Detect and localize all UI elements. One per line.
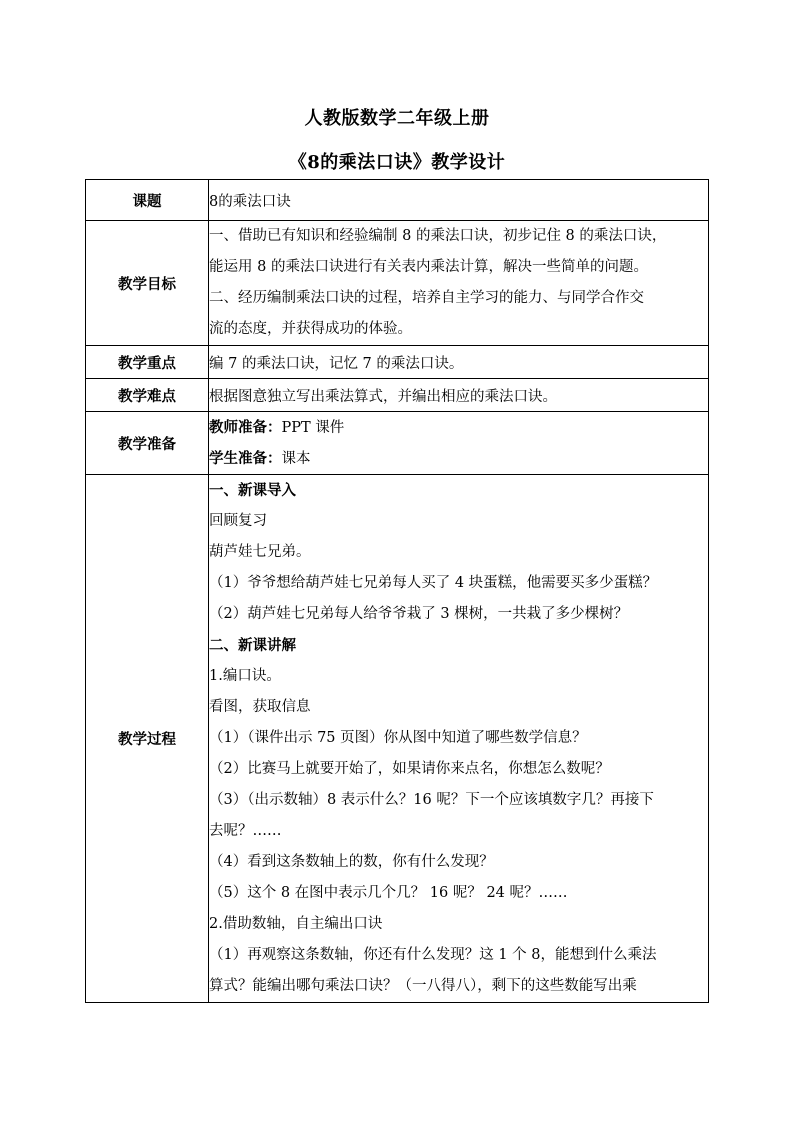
- process-line: 葫芦娃七兄弟。: [209, 544, 311, 560]
- process-line: 1.编口诀。: [209, 668, 281, 684]
- section-heading: 一、新课导入: [209, 482, 296, 499]
- student-prep-value: 课本: [281, 451, 311, 467]
- prep-label: 教学准备: [86, 412, 209, 475]
- section-heading: 二、新课讲解: [209, 637, 296, 654]
- goals-line: 二、经历编制乘法口诀的过程，培养自主学习的能力、与同学合作交: [209, 290, 644, 306]
- teacher-prep-value: PPT 课件: [281, 420, 345, 436]
- process-line: 2.借助数轴，自主编出口诀: [209, 916, 383, 932]
- process-line: （4）看到这条数轴上的数，你有什么发现？: [209, 854, 494, 870]
- process-line: （1）（课件出示 75 页图）你从图中知道了哪些数学信息？: [209, 730, 587, 746]
- process-line: 回顾复习: [209, 513, 267, 529]
- student-prep-label: 学生准备：: [209, 450, 282, 467]
- teacher-prep: [209, 412, 708, 443]
- process-line: （2）葫芦娃七兄弟每人给爷爷栽了 3 棵树，一共栽了多少棵树？: [209, 606, 629, 622]
- difficulty-value: 根据图意独立写出乘法算式，并编出相应的乘法口诀。: [209, 379, 709, 412]
- topic-label: 课题: [86, 180, 209, 221]
- process-line: （5）这个 8 在图中表示几个几？ 16 呢？ 24 呢？……: [209, 885, 568, 901]
- process-line: （1）再观察这条数轴，你还有什么发现？这 1 个 8，能想到什么乘法: [209, 947, 657, 963]
- process-label: 教学过程: [86, 475, 209, 1003]
- row-topic: [86, 180, 709, 221]
- process-content: [209, 475, 709, 1003]
- row-process: [86, 475, 709, 1003]
- difficulty-label: 教学难点: [86, 379, 209, 412]
- row-goals: [86, 221, 709, 346]
- row-focus: [86, 346, 709, 379]
- process-line: 看图，获取信息: [209, 699, 311, 715]
- student-prep: [209, 443, 708, 474]
- row-difficulty: [86, 379, 709, 412]
- lesson-plan-table: [85, 179, 709, 1003]
- teacher-prep-label: 教师准备：: [209, 419, 282, 436]
- process-line: （1）爷爷想给葫芦娃七兄弟每人买了 4 块蛋糕，他需要买多少蛋糕？: [209, 575, 658, 591]
- process-line: 算式？能编出哪句乘法口诀？（一八得八），剩下的这些数能写出乘: [209, 978, 637, 994]
- goals-line: 流的态度，并获得成功的体验。: [209, 321, 412, 337]
- goals-line: 一、借助已有知识和经验编制 8 的乘法口诀，初步记住 8 的乘法口诀，: [209, 228, 667, 244]
- process-line: （2）比赛马上就要开始了，如果请你来点名，你想怎么数呢？: [209, 761, 610, 777]
- topic-value: 8的乘法口诀: [209, 180, 709, 221]
- focus-value: 编 7 的乘法口诀，记忆 7 的乘法口诀。: [209, 346, 709, 379]
- focus-label: 教学重点: [86, 346, 209, 379]
- row-prep: [86, 412, 709, 475]
- document-title: 人教版数学二年级上册: [304, 108, 490, 129]
- process-line: （3）（出示数轴）8 表示什么？16 呢？下一个应该填数字几？再接下: [209, 792, 654, 808]
- process-line: 去呢？……: [209, 823, 282, 839]
- document-subtitle: 《8的乘法口诀》教学设计: [288, 152, 506, 173]
- prep-content: [209, 412, 709, 475]
- goals-line: 能运用 8 的乘法口诀进行有关表内乘法计算，解决一些简单的问题。: [209, 259, 648, 275]
- goals-content: [209, 221, 709, 346]
- goals-label: 教学目标: [86, 221, 209, 346]
